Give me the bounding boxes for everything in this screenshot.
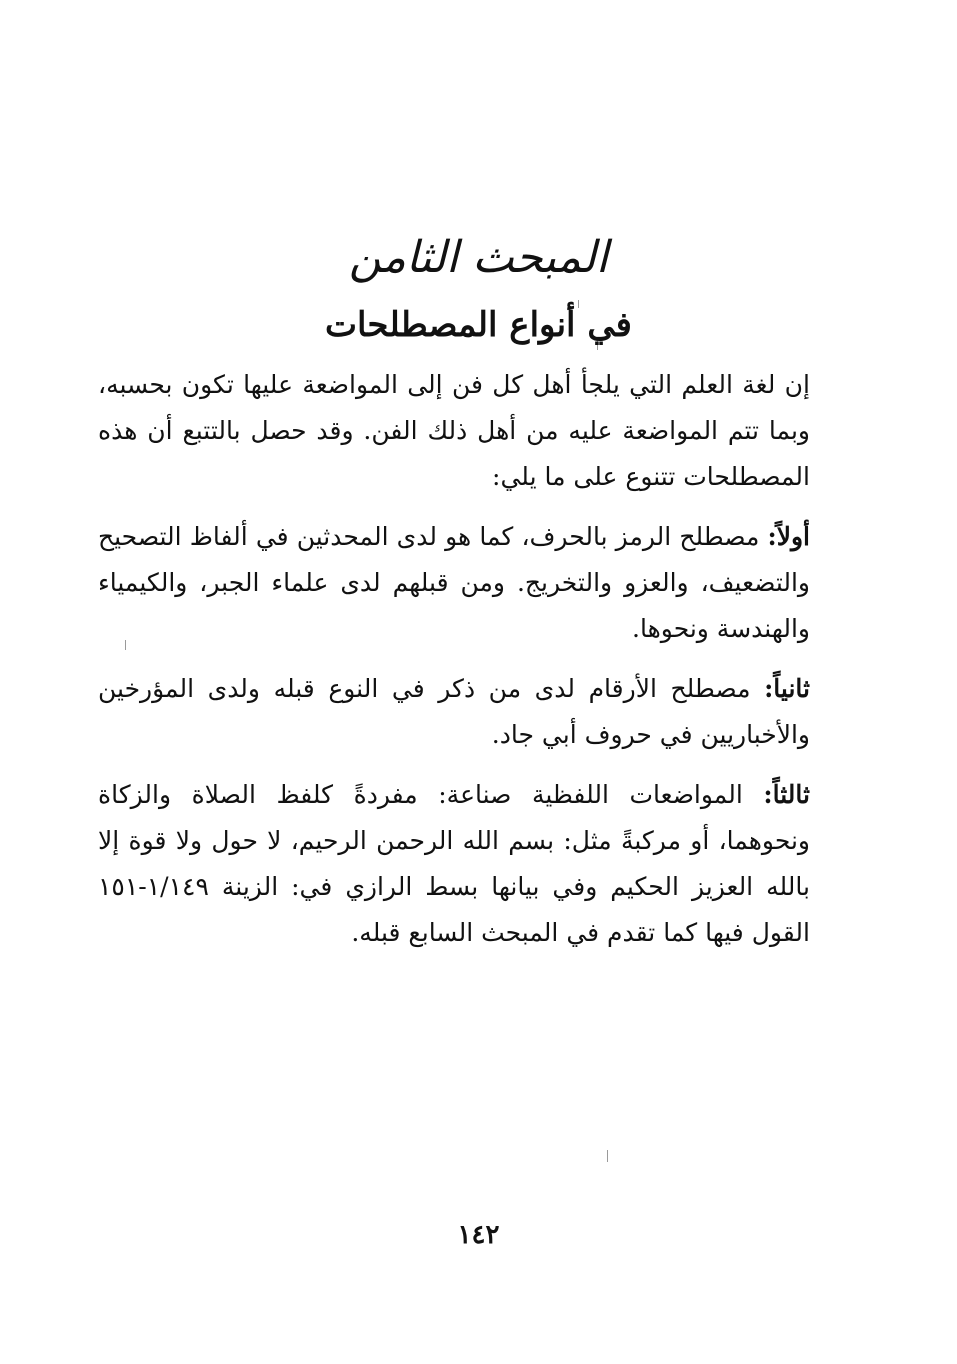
paragraph-lead: ثالثاً: [763,780,810,809]
section-label: المبحث الثامن [348,232,609,283]
paragraph-lead: أولاً: [767,522,810,551]
paragraph-lead: ثانياً: [764,674,810,703]
paragraph-first [98,514,810,652]
paragraph-text: مصطلح الأرقام لدى من ذكر في النوع قبله ولدى المؤرخين والأخباريين في حروف أبي جاد. [98,674,810,749]
paragraph-text: المواضعات اللفظية صناعة: مفردةً كلفظ الصلاة والزكاة ونحوهما، أو مركبةً مثل: بسم الله الرحمن الرحيم، لا حول ولا قوة إلا بالله العزيز الحكيم وفي بيانها بسط الرازي في: الزينة ١/١٤٩-١٥١ القول فيها كما تقدم في المبحث السابع قبله. [98,780,810,947]
intro-paragraph: إن لغة العلم التي يلجأ أهل كل فن إلى المواضعة عليها تكون بحسبه، وبما تتم المواضعة عليه من أهل ذلك الفن. وقد حصل بالتتبع أن هذه المصطلحات تتنوع على ما يلي: [98,370,810,491]
paragraph-third [98,772,810,956]
page-number: ١٤٢ [457,1220,500,1250]
page-title: في أنواع المصطلحات [325,305,632,345]
paragraph-text: مصطلح الرمز بالحرف، كما هو لدى المحدثين في ألفاظ التصحيح والتضعيف، والعزو والتخريج. ومن قبلهم لدى علماء الجبر، والكيمياء والهندسة ونحوها. [98,522,810,643]
paragraph-second [98,666,810,758]
scan-speck [607,1150,608,1162]
